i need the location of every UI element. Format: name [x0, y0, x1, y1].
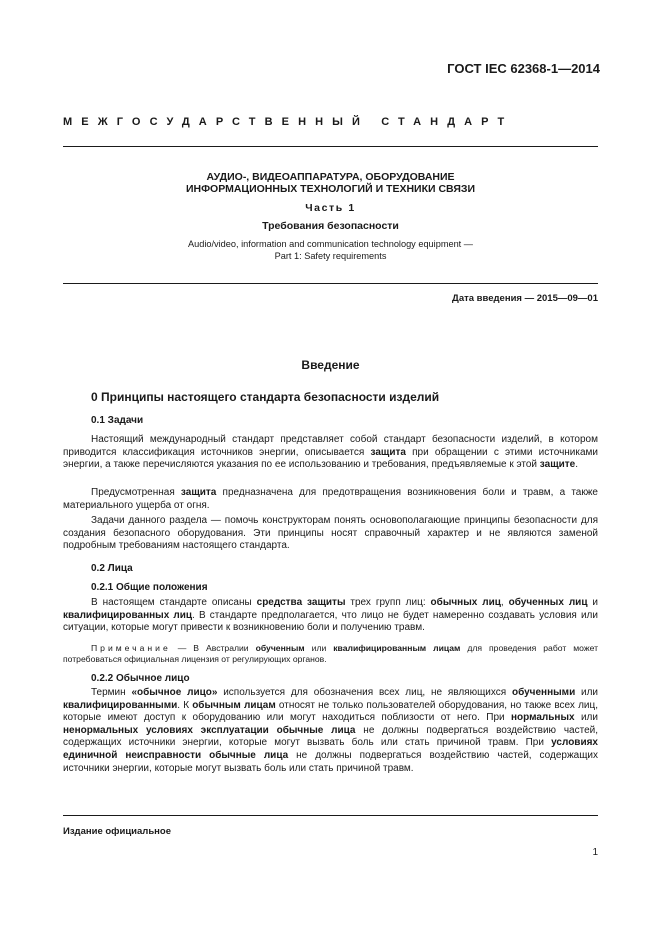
- section-0-2-2-heading: 0.2.2 Обычное лицо: [91, 673, 190, 684]
- section-0-heading: 0 Принципы настоящего стандарта безопасности изделий: [91, 390, 440, 404]
- footer-rule: [63, 815, 598, 816]
- official-edition-label: Издание официальное: [63, 826, 171, 837]
- introduction-date: Дата введения — 2015—09—01: [452, 293, 598, 304]
- section-0-2-2-paragraph: Термин «обычное лицо» используется для обозначения всех лиц, не являющихся обученными или квалифицированными. К обычным лицам относят не только пользователей оборудования, но также всех лиц, которые имеют доступ к оборудованию или могут находиться поблизости от него. При нормальных или ненормальных условиях эксплуатации обычные лица не должны подвергаться воздействию частей, содержащих источники энергии, которые могут вызвать боль или стать причиной травм. При условиях единичной неисправности обычные лица не должны подвергаться воздействию частей, содержащих источники энергии, которые могут вызвать боль или стать причиной травм.: [63, 687, 599, 774]
- title-line-2: ИНФОРМАЦИОННЫХ ТЕХНОЛОГИЙ И ТЕХНИКИ СВЯЗИ: [185, 183, 476, 195]
- section-0-1-paragraph-3: Задачи данного раздела — помочь конструкторам понять основополагающие принципы безопасности для создания безопасного оборудования. Эти принципы носят справочный характер и не являются заменой подробным требованиям настоящего стандарта.: [63, 515, 598, 552]
- section-0-1-paragraph-1: Настоящий международный стандарт представляет собой стандарт безопасности изделий, в котором приводится классификация источников энергии, описывается защита при обращении с этими источниками энергии, а также перечисляются указания по ее использованию и требования, предъявляемые к этой защите.: [63, 434, 599, 471]
- title-line-1: АУДИО-, ВИДЕОАППАРАТУРА, ОБОРУДОВАНИЕ: [206, 171, 455, 183]
- introduction-heading: Введение: [301, 358, 360, 372]
- section-0-2-1-paragraph: В настоящем стандарте описаны средства защиты трех групп лиц: обычных лиц, обученных лиц и квалифицированных лиц. В стандарте предполагается, что лицо не будет намеренно создавать условия или ситуации, которые могут привести к возникновению боли и получению травм.: [63, 597, 598, 634]
- title-rule: [63, 283, 598, 284]
- section-0-2-1-heading: 0.2.1 Общие положения: [91, 582, 208, 593]
- title-english-line-1: Audio/video, information and communication technology equipment —: [188, 239, 473, 249]
- section-0-2-1-note: Примечание — В Австралии обученным или квалифицированным лицам для проведения работ может потребоваться официальная лицензия от регулирующих органов.: [63, 643, 599, 664]
- title-requirements: Требования безопасности: [262, 220, 399, 232]
- section-0-1-paragraph-2: Предусмотренная защита предназначена для предотвращения возникновения боли и травм, а также материального ущерба от огня.: [63, 487, 598, 511]
- section-0-2-heading: 0.2 Лица: [91, 563, 133, 574]
- top-rule: [63, 146, 598, 147]
- section-0-1-heading: 0.1 Задачи: [91, 415, 144, 426]
- title-part: Часть 1: [305, 202, 356, 214]
- title-english-line-2: Part 1: Safety requirements: [274, 251, 387, 261]
- page-number: 1: [592, 847, 598, 858]
- document-number: ГОСТ IEC 62368-1—2014: [447, 61, 600, 76]
- interstate-standard-banner: МЕЖГОСУДАРСТВЕННЫЙ СТАНДАРТ: [63, 116, 514, 128]
